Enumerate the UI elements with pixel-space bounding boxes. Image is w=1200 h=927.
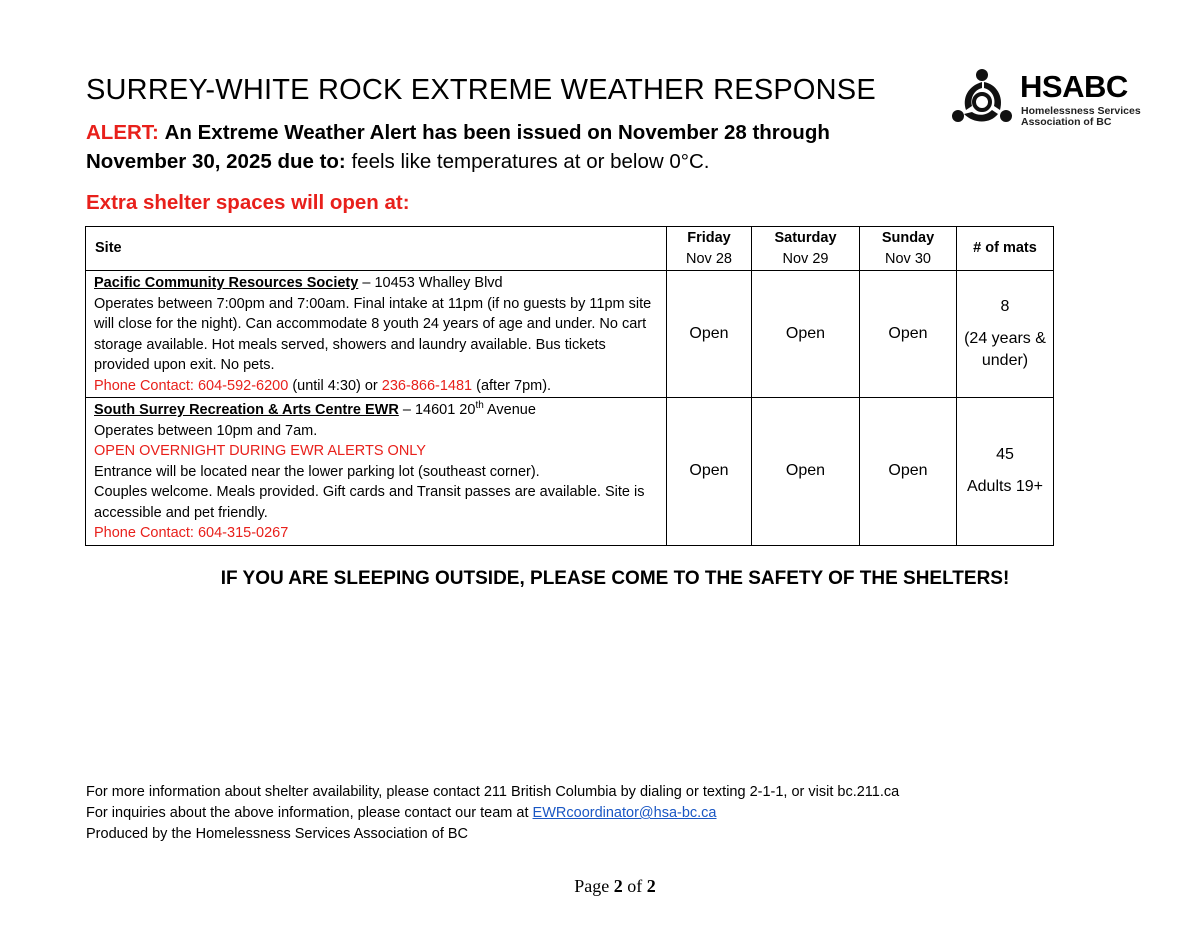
site-phone-alt: 236-866-1481 <box>381 377 473 394</box>
footer-line-211: For more information about shelter availability, please contact 211 British Columbia by dialing or texting 2-1-1, or visit bc.211.ca <box>86 784 900 800</box>
page-word: Page <box>574 876 610 896</box>
mats-note: Adults 19+ <box>966 478 1044 496</box>
site-phone: Phone Contact: 604-315-0267 <box>94 525 289 541</box>
footer-inquiries-text: For inquiries about the above information, please contact our team at <box>86 805 533 821</box>
alert-reason: feels like temperatures at or below 0°C. <box>351 150 710 173</box>
extra-shelter-heading: Extra shelter spaces will open at: <box>86 191 410 214</box>
site-address-post: Avenue <box>483 402 536 418</box>
header-sunday-day: Sunday <box>881 230 935 246</box>
logo-subtitle <box>1021 106 1141 128</box>
site-amenities: Couples welcome. Meals provided. Gift cards and Transit passes are available. Site is accessible and pet friendly. <box>94 484 645 521</box>
site-name: Pacific Community Resources Society <box>94 275 359 291</box>
header-saturday-day: Saturday <box>774 230 837 246</box>
logo-brand: HSABC <box>1020 69 1128 104</box>
status-saturday: Open <box>752 398 860 546</box>
footer-info <box>86 782 899 845</box>
site-address-sup: th <box>475 400 484 412</box>
mats-cell <box>957 271 1054 398</box>
document-title: SURREY-WHITE ROCK EXTREME WEATHER RESPONSE <box>86 74 876 106</box>
table-header-row <box>86 227 1054 271</box>
table-row <box>86 271 1054 398</box>
status-friday: Open <box>667 398 752 546</box>
site-hours: Operates between 10pm and 7am. <box>94 422 318 439</box>
site-overnight-notice: OPEN OVERNIGHT DURING EWR ALERTS ONLY <box>94 443 426 459</box>
hsabc-logo <box>950 68 1140 130</box>
page-total: 2 <box>646 876 656 896</box>
header-sunday <box>860 227 957 271</box>
alert-label: ALERT: <box>86 121 159 144</box>
site-phone: Phone Contact: 604-592-6200 <box>94 377 289 394</box>
status-sunday: Open <box>860 398 957 546</box>
mats-note: (24 years & under) <box>964 330 1046 369</box>
status-friday: Open <box>667 271 752 398</box>
site-phone-note: (until 4:30) or <box>288 377 382 394</box>
site-cell-pcrs <box>86 271 667 398</box>
page-current: 2 <box>613 876 623 896</box>
alert-text: An Extreme Weather Alert has been issued on November 28 through November 30, 2025 due to: <box>86 121 830 173</box>
site-address: – 10453 Whalley Blvd <box>358 275 503 291</box>
shelter-callout: IF YOU ARE SLEEPING OUTSIDE, PLEASE COME TO THE SAFETY OF THE SHELTERS! <box>220 568 1010 589</box>
site-description: Operates between 7:00pm and 7:00am. Final intake at 11pm (if no guests by 11pm site will close for the night). Can accommodate 8 youth 24 years of age and under. No cart storage available. Hot meals served, showers and laundry available. Bus tickets provided upon exit. No pets. <box>94 295 652 373</box>
header-friday <box>667 227 752 271</box>
site-address: – 14601 20 <box>398 402 476 418</box>
header-sunday-date: Nov 30 <box>885 250 931 267</box>
site-entrance: Entrance will be located near the lower parking lot (southeast corner). <box>94 463 540 480</box>
footer-line-inquiries <box>86 803 899 824</box>
mats-count: 8 <box>1000 298 1010 315</box>
site-name: South Surrey Recreation & Arts Centre EWR <box>94 402 399 418</box>
header-friday-day: Friday <box>687 230 731 246</box>
alert-statement <box>86 118 886 176</box>
status-saturday: Open <box>752 271 860 398</box>
footer-line-producer: Produced by the Homelessness Services Association of BC <box>86 826 469 842</box>
logo-subtitle-line1: Homelessness Services <box>1021 105 1141 117</box>
table-row <box>86 398 1054 546</box>
header-mats: # of mats <box>957 227 1054 271</box>
site-phone-alt-note: (after 7pm). <box>472 377 552 394</box>
site-cell-ssrac <box>86 398 667 546</box>
page-of-word: of <box>627 876 643 896</box>
shelter-table <box>85 226 1054 546</box>
logo-subtitle-line2: Association of BC <box>1021 116 1112 128</box>
header-site: Site <box>86 227 667 271</box>
header-saturday-date: Nov 29 <box>782 250 829 267</box>
coordinator-email-link[interactable]: EWRcoordinator@hsa-bc.ca <box>532 805 717 821</box>
mats-count: 45 <box>996 446 1014 464</box>
header-saturday <box>752 227 860 271</box>
mats-cell <box>957 398 1054 546</box>
header-friday-date: Nov 28 <box>686 250 732 267</box>
hsabc-triskelion-icon <box>950 68 1014 130</box>
page-number <box>0 876 1200 897</box>
status-sunday: Open <box>860 271 957 398</box>
